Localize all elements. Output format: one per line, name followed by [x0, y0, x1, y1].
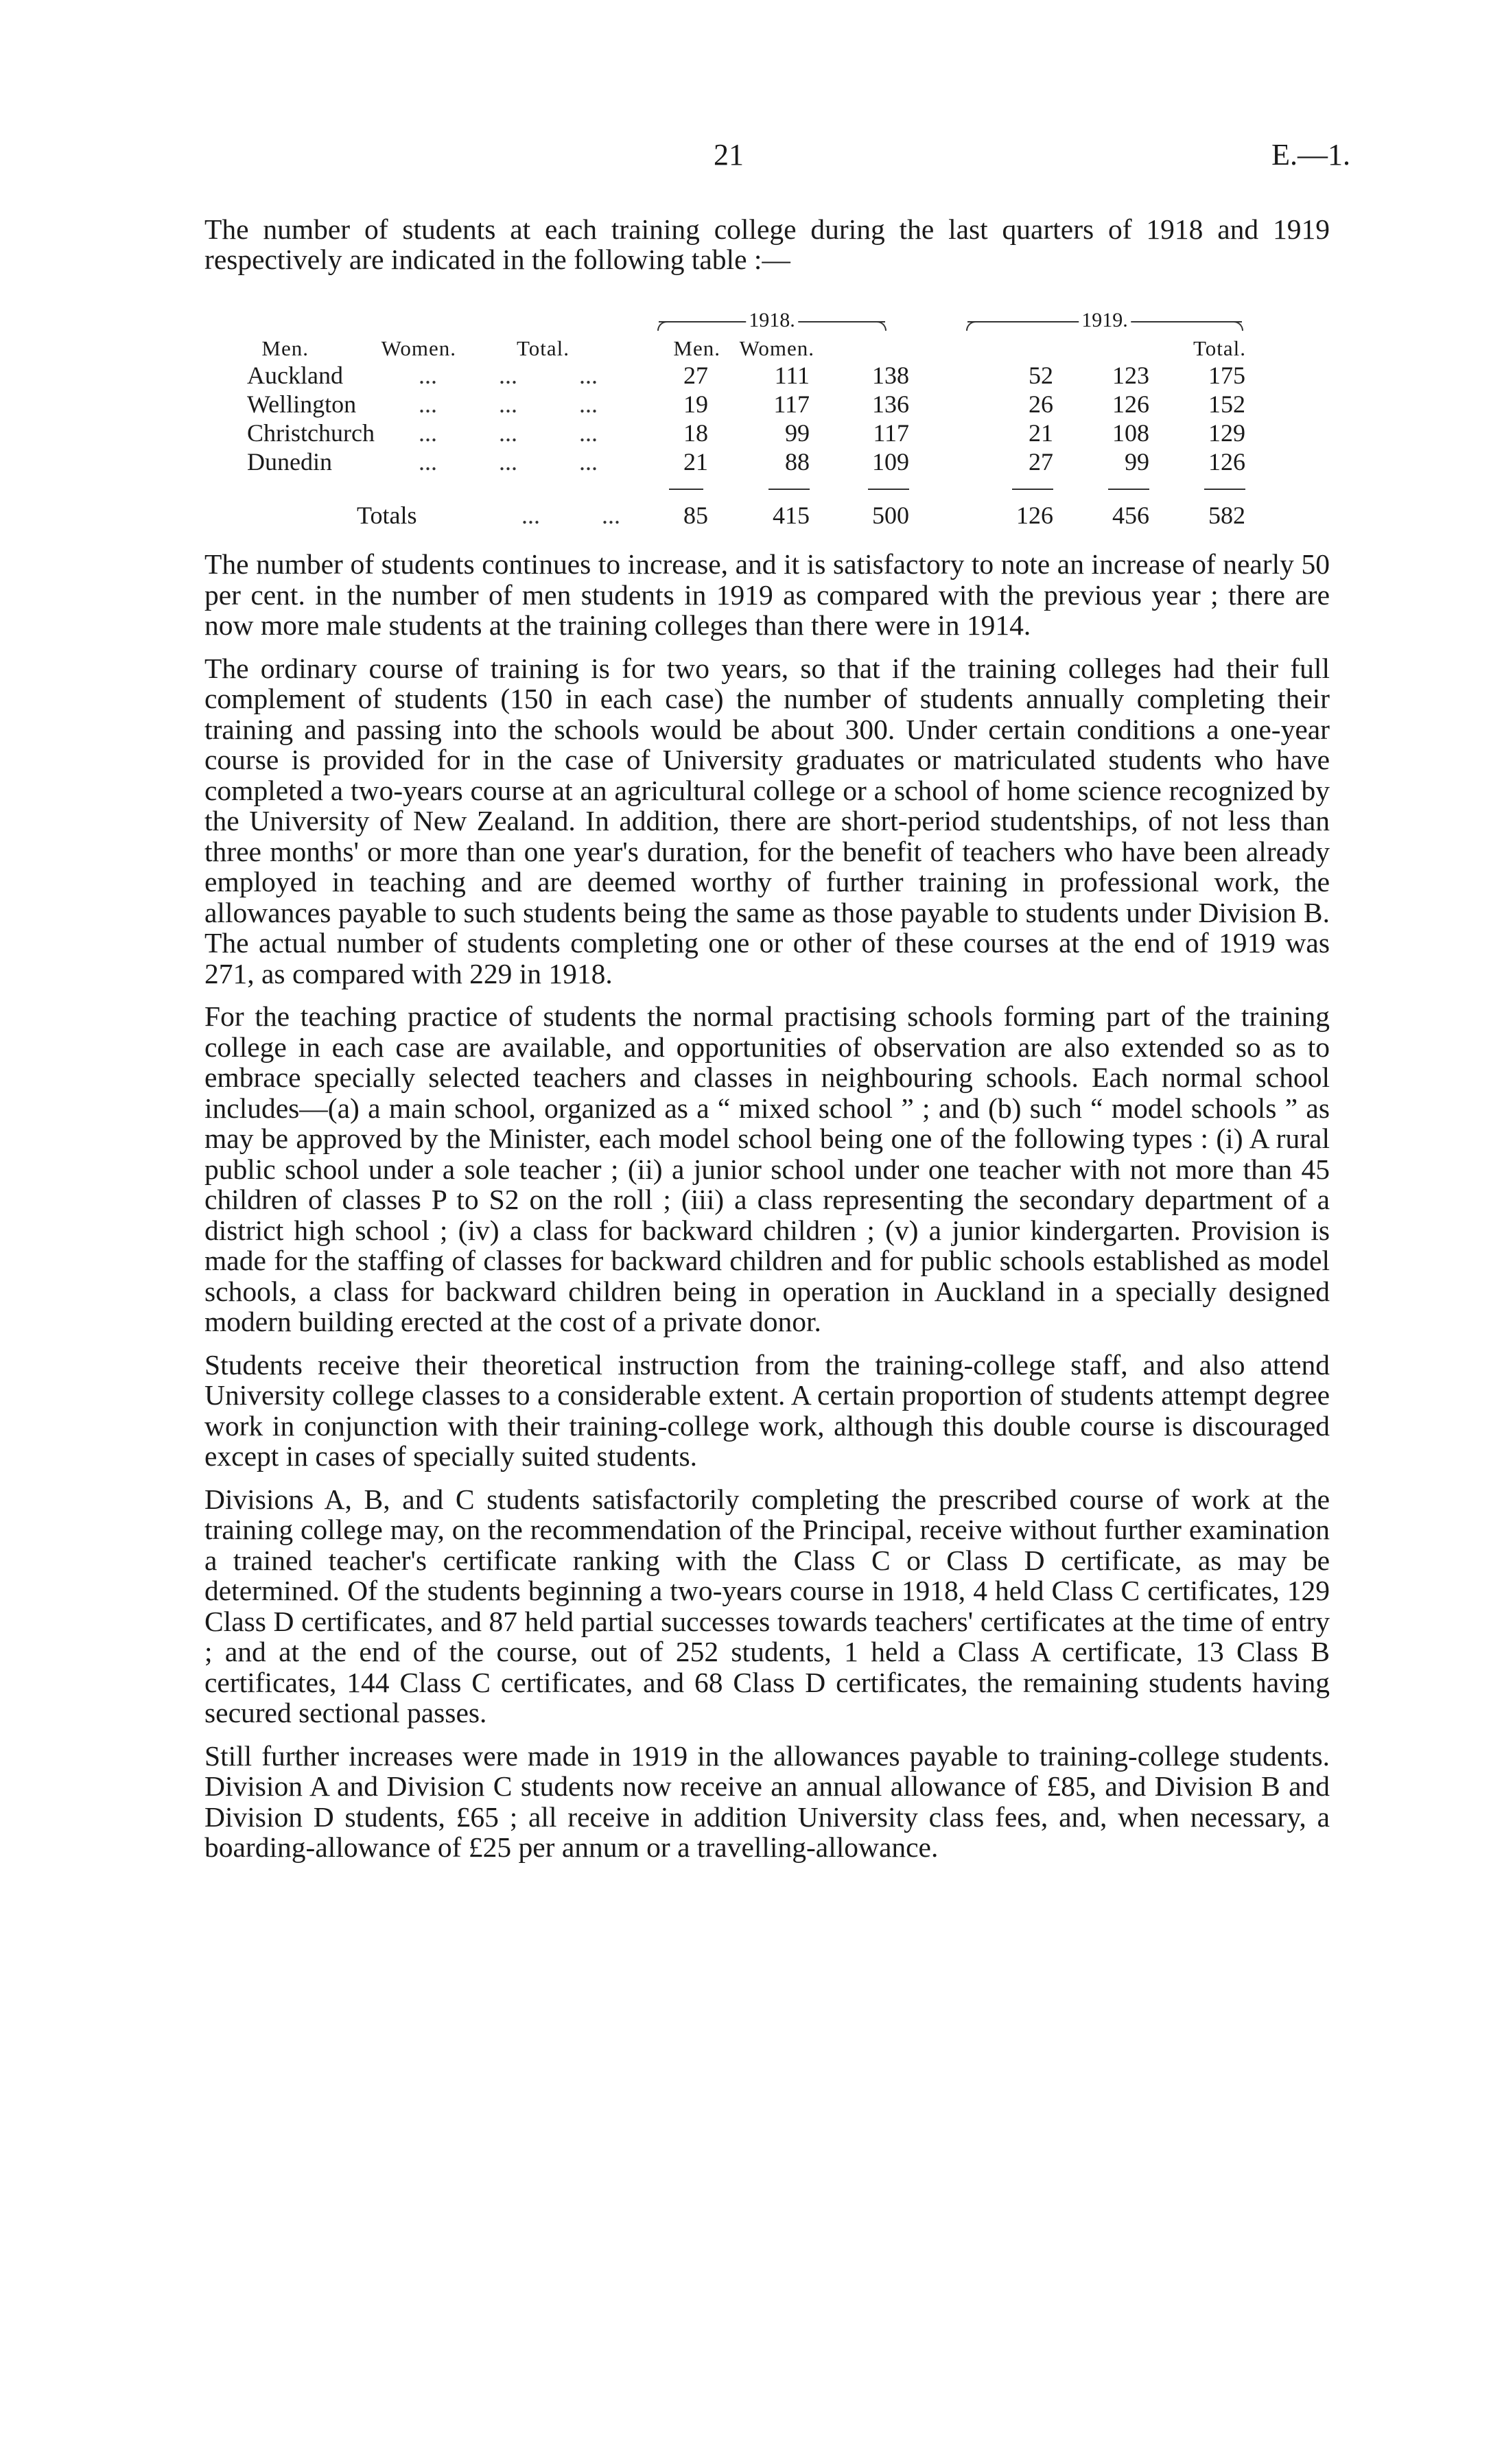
- cell-women-1918: 111: [774, 362, 810, 389]
- paragraph-certificates: Divisions A, B, and C students satisfactorily completing the prescribed course of work at the training college may, on the recommendation of the Principal, receive without further examination a trained teacher's certificate ranking with the Class C or Class D certificate, as may be determined. Of the students beginning a two-years course in 1918, 4 held Class C certificates, 129 Class D certificates, and 87 held partial successes towards teachers' certificates at the time of entry ; and at the end of the course, out of 252 students, 1 held a Class A certificate, 13 Class B certificates, 144 Class C certificates, and 68 Class D certificates, the remaining students having secured sectional passes.: [204, 1483, 1330, 1728]
- total-total-1919: 582: [1208, 502, 1245, 529]
- rule: [669, 489, 703, 490]
- totals-label: Totals: [357, 502, 417, 529]
- cell-men-1918: 19: [683, 390, 708, 418]
- column-header-row: [247, 336, 1249, 361]
- cell-men-1919: 21: [1029, 419, 1053, 447]
- table-row: [247, 361, 1249, 390]
- intro-text: The number of students at each training college during the last quarters of 1918 and 1919 respectively are indicated in the following table :—: [204, 213, 1330, 275]
- total-women-1918: 415: [773, 502, 810, 529]
- paragraph-allowances: Still further increases were made in 1919 in the allowances payable to training-college students. Division A and Division C students now receive an annual allowance of £85, and Division B and Division D students, £65 ; all receive in addition University class fees, and, when necessary, a boarding-allowance of £25 per annum or a travelling-allowance.: [204, 1739, 1330, 1863]
- cell-total-1918: 136: [872, 390, 909, 418]
- document-reference: E.—1.: [1271, 138, 1350, 172]
- cell-women-1919: 126: [1112, 390, 1149, 418]
- cell-men-1918: 21: [683, 448, 708, 476]
- leader-dots: ... ... ...: [419, 448, 598, 476]
- year-label-1919: 1919.: [1079, 309, 1131, 332]
- rule: [868, 489, 909, 490]
- total-women-1919: 456: [1112, 502, 1149, 529]
- students-table: [247, 309, 1249, 530]
- rule: [1108, 489, 1149, 490]
- cell-men-1918: 18: [683, 419, 708, 447]
- col-header-men-1918: Men.: [261, 336, 309, 360]
- col-header-total-1918: Total.: [516, 336, 570, 360]
- page-header: [0, 137, 1491, 178]
- paragraph-student-increase: The number of students continues to increase, and it is satisfactory to note an increase of nearly 50 per cent. in the number of men students in 1919 as compared with the previous year ; there are now more male students at the training colleges than there were in 1914.: [204, 548, 1330, 641]
- total-men-1919: 126: [1016, 502, 1053, 529]
- rule: [1204, 489, 1245, 490]
- intro-paragraph: [204, 214, 1330, 274]
- total-total-1918: 500: [872, 502, 909, 529]
- cell-men-1919: 26: [1029, 390, 1053, 418]
- totals-row: [247, 501, 1249, 530]
- year-group-1918: [659, 309, 885, 336]
- col-header-women-1919: Women.: [739, 336, 814, 360]
- cell-men-1919: 52: [1029, 362, 1053, 389]
- col-header-men-1919: Men.: [673, 336, 720, 360]
- cell-men-1918: 27: [683, 362, 708, 389]
- cell-total-1919: 152: [1208, 390, 1245, 418]
- table-row: [247, 419, 1249, 447]
- paragraph-course-of-training: The ordinary course of training is for two years, so that if the training colleges had their full complement of students (150 in each case) the number of students annually completing their training and passing into the schools would be about 300. Under certain conditions a one-year course is provided for in the case of University graduates or matriculated students who have completed a two-years course at an agricultural college or a school of home science recognized by the University of New Zealand. In addition, there are short-period studentships, of not less than three months' or more than one year's duration, for the benefit of teachers who have been already employed in teaching and are deemed worthy of further training in professional work, the allowances payable to such students being the same as those payable to students under Division B. The actual number of students completing one or other of these courses at the end of 1919 was 271, as compared with 229 in 1918.: [204, 652, 1330, 989]
- leader-dots: ... ... ...: [419, 362, 598, 389]
- cell-women-1918: 99: [785, 419, 810, 447]
- cell-total-1918: 138: [872, 362, 909, 389]
- leader-dots: ... ...: [521, 502, 620, 529]
- rule-row: [247, 476, 1249, 501]
- col-header-total-1919: Total.: [1193, 336, 1246, 360]
- table-row: [247, 390, 1249, 419]
- cell-total-1919: 175: [1208, 362, 1245, 389]
- col-header-women-1918: Women.: [381, 336, 456, 360]
- cell-women-1918: 88: [785, 448, 810, 476]
- college-name: Christchurch: [247, 419, 375, 447]
- year-label-1918: 1918.: [746, 309, 798, 332]
- total-men-1918: 85: [683, 502, 708, 529]
- cell-men-1919: 27: [1029, 448, 1053, 476]
- paragraph-theoretical-instruction: Students receive their theoretical instruction from the training-college staff, and also attend University college classes to a considerable extent. A certain proportion of students attempt degree work in conjunction with their training-college work, although this double course is discouraged except in cases of specially suited students.: [204, 1348, 1330, 1472]
- college-name: Auckland: [247, 362, 343, 389]
- rule: [1012, 489, 1053, 490]
- college-name: Dunedin: [247, 448, 332, 476]
- year-header-row: [247, 309, 1249, 336]
- year-group-1919: [967, 309, 1242, 336]
- page-number: 21: [714, 138, 744, 172]
- cell-women-1919: 99: [1125, 448, 1149, 476]
- paragraph-teaching-practice: For the teaching practice of students the normal practising schools forming part of the training college in each case are available, and opportunities of observation are also extended so as to embrace specially selected teachers and classes in neighbouring schools. Each normal school includes—(a) a main school, organized as a “ mixed school ” ; and (b) such “ model schools ” as may be approved by the Minister, each model school being one of the following types : (i) A rural public school under a sole teacher ; (ii) a junior school under one teacher with not more than 45 children of classes P to S2 on the roll ; (iii) a class representing the secondary department of a district high school ; (iv) a class for backward children ; (v) a junior kindergarten. Provision is made for the staffing of classes for backward children and for public schools established as model schools, a class for backward children being in operation in Auckland in a specially designed modern building erected at the cost of a private donor.: [204, 1000, 1330, 1337]
- cell-women-1918: 117: [773, 390, 810, 418]
- leader-dots: ... ... ...: [419, 390, 598, 418]
- rule: [768, 489, 810, 490]
- cell-total-1919: 126: [1208, 448, 1245, 476]
- leader-dots: ... ... ...: [419, 419, 598, 447]
- table-row: [247, 447, 1249, 476]
- college-name: Wellington: [247, 390, 357, 418]
- cell-total-1918: 109: [872, 448, 909, 476]
- cell-total-1919: 129: [1208, 419, 1245, 447]
- table-body: [247, 361, 1249, 476]
- cell-women-1919: 108: [1112, 419, 1149, 447]
- cell-women-1919: 123: [1112, 362, 1149, 389]
- cell-total-1918: 117: [873, 419, 909, 447]
- body-text: [204, 549, 1330, 1875]
